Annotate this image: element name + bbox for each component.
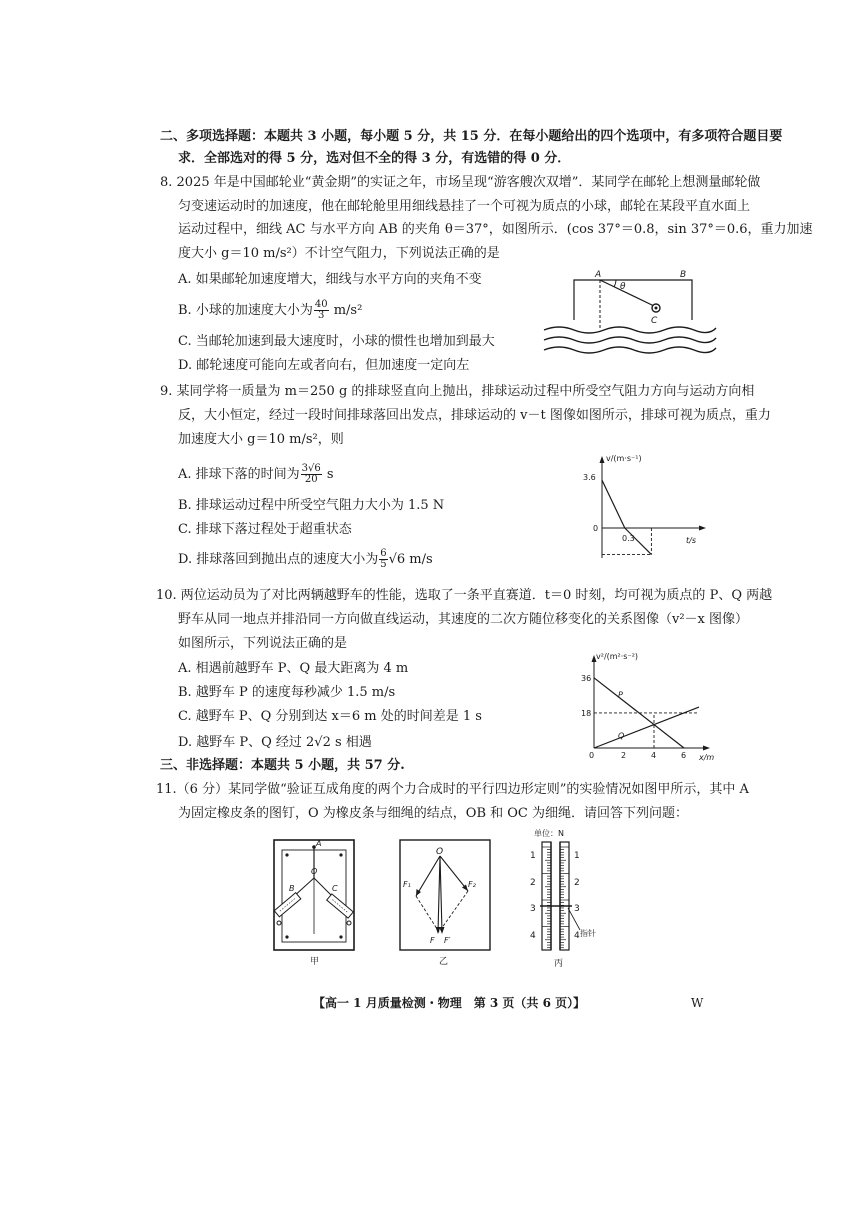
cabin-outline	[574, 280, 692, 320]
label-f1: F₁	[403, 880, 411, 889]
tick-left-4: 4	[530, 931, 536, 941]
pointer-label: 指针	[580, 929, 596, 938]
label-f-prime: F′	[444, 936, 451, 945]
q10-line2: 野车从同一地点并排沿同一方向做直线运动，其速度的二次方随位移变化的关系图像（v²－x 图像）	[178, 612, 749, 627]
vt-y-label: v/(m·s⁻¹)	[606, 454, 642, 463]
arrow-f2	[440, 856, 468, 891]
label-o: O	[311, 867, 318, 876]
vx-xtick-4: 4	[651, 751, 657, 760]
vt-xtick-0.3: 0.3	[622, 534, 635, 543]
vx-xtick-2: 2	[621, 751, 627, 760]
tick-left-1: 1	[530, 851, 536, 861]
q9-vt-chart	[580, 450, 710, 570]
vx-y-label: v²/(m²·s⁻²)	[596, 652, 639, 661]
q8-option-a: A. 如果邮轮加速度增大，细线与水平方向的夹角不变	[178, 272, 482, 287]
caption-bing: 丙	[554, 959, 564, 969]
tick-right-1: 1	[574, 851, 580, 861]
q10-line1: 10. 两位运动员为了对比两辆越野车的性能，选取了一条平直赛道．t＝0 时刻，均可视为质点的 P、Q 两越	[156, 588, 773, 603]
vx-series-q-label: Q	[618, 731, 625, 741]
vx-x-arrow	[703, 746, 710, 751]
q8-line2: 匀变速运动时的加速度，他在邮轮舱里用细线悬挂了一个可视为质点的小球，邮轮在某段平直水面上	[178, 199, 751, 214]
vx-xtick-6: 6	[681, 751, 687, 760]
label-b: B	[289, 884, 295, 893]
q8-option-c: C. 当邮轮加速到最大速度时，小球的惯性也增加到最大	[178, 334, 495, 349]
q11-figure-yi	[398, 836, 494, 971]
q9-line2: 反，大小恒定，经过一段时间排球落回出发点，排球运动的 v－t 图像如图所示，排球可视为质点，重力	[178, 408, 771, 423]
section2-heading-line2: 求．全部选对的得 5 分，选对但不全的得 3 分，有选错的得 0 分．	[178, 151, 571, 166]
scale-ticks	[542, 847, 569, 948]
tick-right-2: 2	[574, 878, 580, 888]
caption-yi: 乙	[439, 957, 449, 967]
q10-option-b: B. 越野车 P 的速度每秒减少 1.5 m/s	[178, 685, 396, 700]
tick-left-2: 2	[530, 878, 536, 888]
vx-x-label: x/m	[699, 753, 715, 762]
tick-right-3: 3	[574, 904, 580, 914]
label-f2: F₂	[468, 880, 476, 889]
vt-x-arrow	[699, 526, 706, 531]
q9-line1: 9. 某同学将一质量为 m＝250 g 的排球竖直向上抛出，排球运动过程中所受空气阻力方向与运动方向相	[160, 384, 755, 399]
spring-scale-left	[274, 893, 301, 917]
label-a: A	[595, 270, 602, 280]
scale-left-strip	[542, 842, 551, 950]
section3-heading: 三、非选择题：本题共 5 小题，共 57 分.	[160, 758, 405, 773]
footer-code: W	[691, 996, 704, 1010]
vt-y-arrow	[600, 456, 605, 463]
q9-option-b: B. 排球运动过程中所受空气阻力大小为 1.5 N	[178, 498, 445, 513]
yi-frame	[400, 840, 490, 950]
q9-option-a: A. 排球下落的时间为 $\frac{3√6}{20}$ s	[178, 463, 334, 485]
q11-line2: 为固定橡皮条的图钉，O 为橡皮条与细绳的结点，OB 和 OC 为细绳．请回答下列问题：	[178, 806, 689, 821]
q9-option-d-fraction: $\frac{6}{5}$	[380, 548, 387, 570]
q10-line3: 如图所示，下列说法正确的是	[178, 636, 348, 651]
q8-option-d: D. 邮轮速度可能向左或者向右，但加速度一定向左	[178, 358, 470, 373]
vx-xtick-0: 0	[589, 751, 595, 760]
q9-option-c: C. 排球下落过程处于超重状态	[178, 522, 352, 537]
vt-x-label: t/s	[686, 536, 696, 545]
q8-line4: 度大小 g＝10 m/s²）不计空气阻力，下列说法正确的是	[178, 246, 500, 261]
label-c: C	[332, 884, 338, 893]
q8-line1: 8. 2025 年是中国邮轮业“黄金期”的实证之年，市场呈现“游客艘次双增”．某同学在邮轮上想测量邮轮做	[160, 175, 761, 190]
wave-2	[544, 337, 716, 343]
vt-ytick-0: 0	[593, 524, 599, 533]
label-theta: θ	[620, 282, 626, 292]
q8-option-b-fraction: $\frac{40}{3}$	[314, 299, 328, 321]
arrow-f	[438, 856, 440, 932]
arrow-f-prime	[440, 856, 442, 932]
section2-heading-line1: 二、多项选择题：本题共 3 小题，每小题 5 分，共 15 分．在每小题给出的四个选项中，有多项符合题目要	[160, 129, 783, 144]
vt-series-rising	[602, 480, 625, 528]
wave-3	[544, 347, 716, 353]
vx-series-p-label: P	[618, 690, 623, 700]
tick-right-4: 4	[574, 931, 580, 941]
q9-line3: 加速度大小 g＝10 m/s²，则	[178, 432, 344, 447]
q8-line3: 运动过程中，细线 AC 与水平方向 AB 的夹角 θ＝37°，如图所示．(cos 37°＝0.8，sin 37°＝0.6，重力加速	[178, 222, 813, 237]
theta-arc	[614, 280, 616, 287]
caption-jia: 甲	[310, 957, 320, 967]
tick-left-3: 3	[530, 904, 536, 914]
q10-option-c: C. 越野车 P、Q 分别到达 x＝6 m 处的时间差是 1 s	[178, 709, 482, 724]
q8-cabin-figure	[540, 268, 720, 363]
q10-option-d: D. 越野车 P、Q 经过 2√2 s 相遇	[178, 735, 372, 750]
vx-ytick-36: 36	[581, 674, 592, 683]
q10-option-a: A. 相遇前越野车 P、Q 最大距离为 4 m	[178, 661, 409, 676]
label-f: F	[430, 936, 435, 945]
q8-option-b: B. 小球的加速度大小为 $\frac{40}{3}$ m/s²	[178, 299, 363, 321]
vx-ytick-18: 18	[581, 709, 592, 718]
label-c: C	[651, 316, 658, 326]
unit-label: 单位：N	[534, 829, 564, 838]
wave-1	[544, 327, 716, 333]
string-ac	[600, 280, 654, 306]
q10-v2x-chart	[578, 648, 718, 763]
vt-ytick-3.6: 3.6	[583, 473, 596, 482]
q11-figure-jia	[270, 836, 360, 971]
q11-line1: 11.（6 分）某同学做“验证互成角度的两个力合成时的平行四边形定则”的实验情况如图甲所示，其中 A	[156, 782, 749, 797]
scale-right-strip	[560, 842, 569, 950]
q9-option-a-fraction: $\frac{3√6}{20}$	[301, 463, 321, 485]
label-a: A	[316, 839, 322, 848]
q9-option-d: D. 排球落回到抛出点的速度大小为 $\frac{6}{5}$ √6 m/s	[178, 548, 433, 570]
label-o: O	[436, 847, 444, 857]
spring-scale-right	[327, 894, 354, 918]
q11-figure-bing	[520, 826, 620, 972]
page-footer: 【高一 1 月质量检测・物理 第 3 页（共 6 页）】	[313, 996, 586, 1010]
label-b: B	[680, 270, 687, 280]
arrow-f1	[416, 856, 440, 896]
